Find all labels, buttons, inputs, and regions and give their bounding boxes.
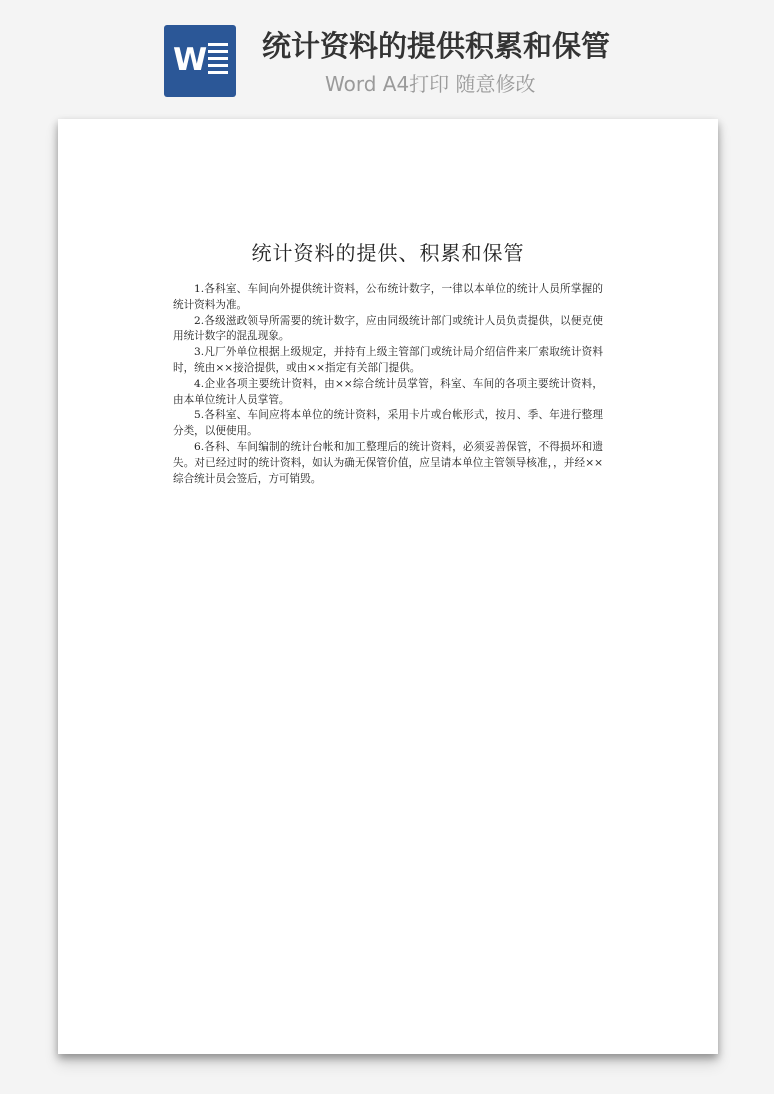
paragraph: 1.各科室、车间向外提供统计资料，公布统计数字，一律以本单位的统计人员所掌握的统计资料为准。 bbox=[173, 283, 603, 311]
word-document-icon bbox=[164, 25, 236, 97]
word-icon-letter: W bbox=[173, 42, 208, 78]
paragraph: 3.凡厂外单位根据上级规定，并持有上级主管部门或统计局介绍信件来厂索取统计资料时，统由××接洽提供，或由××指定有关部门提供。 bbox=[173, 346, 603, 374]
paragraph: 6.各科、车间编制的统计台帐和加工整理后的统计资料，必须妥善保管，不得损坏和遗失。对已经过时的统计资料，如认为确无保管价值，应呈请本单位主管领导核准，，并经××综合统计员会签后，方可销毁。 bbox=[173, 440, 603, 485]
page-title: 统计资料的提供积累和保管 bbox=[262, 29, 611, 63]
paragraph: 5.各科室、车间应将本单位的统计资料，采用卡片或台帐形式，按月、季、年进行整理分类，以便使用。 bbox=[173, 409, 603, 438]
document-lines-glyph bbox=[208, 43, 228, 79]
paragraph: 2.各级滋政领导所需要的统计数字，应由同级统计部门或统计人员负责提供，以便克使用统计数字的混乱现象。 bbox=[173, 314, 603, 343]
page-subtitle: Word A4打印 随意修改 bbox=[325, 72, 536, 96]
document-title: 统计资料的提供、积累和保管 bbox=[251, 241, 525, 265]
document-body bbox=[173, 282, 603, 487]
header bbox=[0, 0, 774, 110]
paragraph: 4.企业各项主要统计资料，由××综合统计员掌管，科室、车间的各项主要统计资料，由本单位统计人员掌管。 bbox=[173, 377, 603, 406]
document-page bbox=[58, 119, 718, 1054]
